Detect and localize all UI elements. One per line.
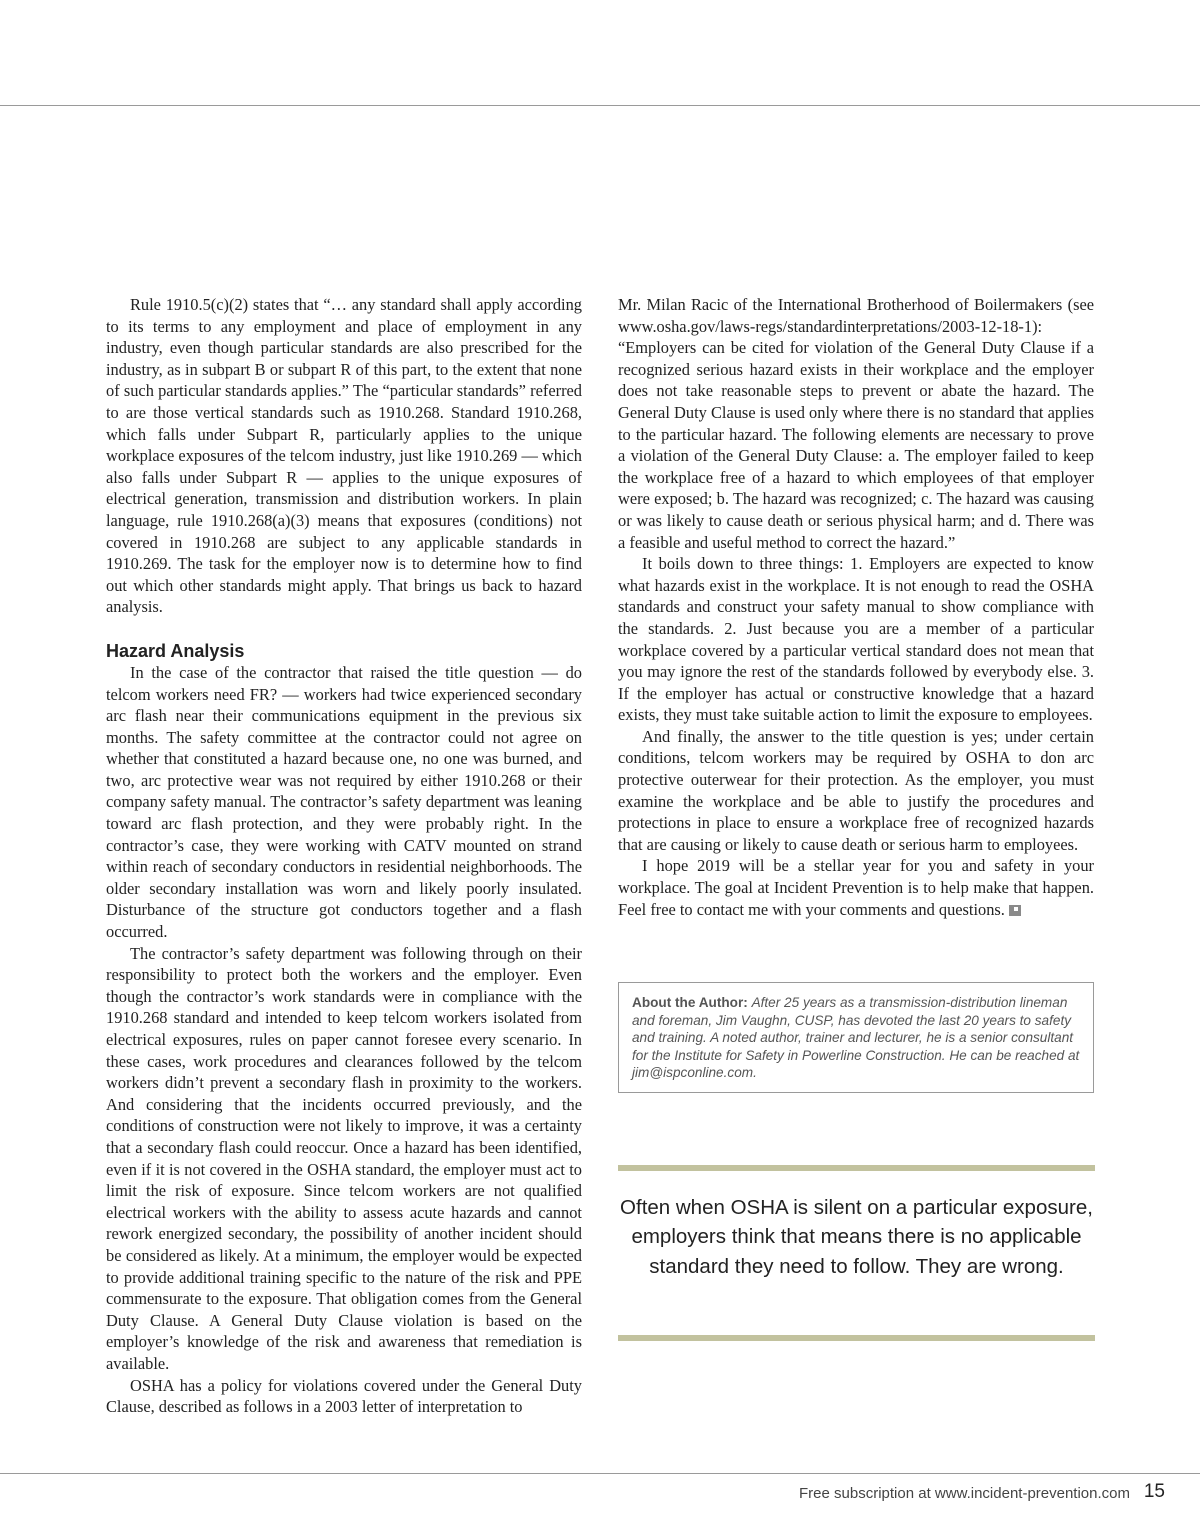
pull-quote-bottom-rule	[618, 1335, 1095, 1341]
author-bio-box	[618, 982, 1094, 1093]
footer-divider	[0, 1473, 1200, 1474]
article-paragraph: The contractor’s safety department was following through on their responsibility to protect both the workers and the employer. Even though the contractor’s work standards were in compliance with the 1910.268 standard and intended to keep telcom workers isolated from electrical exposures, rules on paper cannot foresee every scenario. In these cases, work procedures and clearances followed by the telcom workers didn’t prevent a secondary flash in proximity to the workers. And considering that the incidents occurred previously, and the conditions of construction were not likely to improve, it was a certainty that a secondary flash could reoccur. Once a hazard has been identified, even if it is not covered in the OSHA standard, the employer must act to limit the risk of exposure. Since telcom workers are not qualified electrical workers with the ability to assess acute hazards and cannot rework energized secondary, the possibility of another incident should be considered as likely. At a minimum, the employer would be expected to provide additional training specific to the nature of the risk and PPE commensurate to the exposure. That obligation comes from the General Duty Clause. A General Duty Clause violation is based on the employer’s knowledge of the risk and awareness that remediation is available.	[106, 943, 582, 1373]
article-closing-text: I hope 2019 will be a stellar year for you and safety in your workplace. The goal at Incident Prevention is to help make that happen. Feel free to contact me with your comments and questions.	[618, 856, 1094, 919]
article-paragraph: Mr. Milan Racic of the International Brotherhood of Boilermakers (see www.osha.gov/laws-regs/standardinterpretations/2003-12-18-1): “Employers can be cited for violation of the General Duty Clause if a recognized serious hazard exists in their workplace and the employer does not take reasonable steps to prevent or abate the hazard. The General Duty Clause is used only where there is no standard that applies to the particular hazard. The following elements are necessary to prove a violation of the General Duty Clause: a. The employer failed to keep the workplace free of a hazard to which employees of that employer were exposed; b. The hazard was recognized; c. The hazard was causing or was likely to cause death or serious physical harm; and d. There was a feasible and useful method to correct the hazard.”	[618, 295, 1094, 552]
author-bio-text: After 25 years as a transmission-distribution lineman and foreman, Jim Vaughn, CUSP, has devoted the last 20 years to safety and training. A noted author, trainer and lecturer, he is a senior consultant for the Institute for Safety in Powerline Construction. He can be reached at jim@ispconline.com.	[632, 995, 1080, 1081]
article-column-left	[106, 294, 582, 1418]
pull-quote-top-rule	[618, 1165, 1095, 1171]
ip-logo-icon	[1009, 905, 1021, 916]
pull-quote: Often when OSHA is silent on a particular exposure, employers think that means there is no applicable standard they need to follow. They are wrong.	[620, 1196, 1093, 1278]
footer-subscription-link[interactable]: Free subscription at www.incident-prevention.com	[799, 1485, 1130, 1502]
article-paragraph: In the case of the contractor that raised the title question — do telcom workers need FR? — workers had twice experienced secondary arc flash near their communications equipment in the previous six months. The safety committee at the contractor could not agree on whether that constituted a hazard because one, no one was burned, and two, arc protective wear was not required by either 1910.268 or their company safety manual. The contractor’s safety department was leaning toward arc flash protection, and they were probably right. In the contractor’s case, they were working with CATV mounted on strand within reach of secondary conductors in residential neighborhoods. The older secondary installation was worn and likely poorly insulated. Disturbance of the structure got conductors together and a flash occurred.	[106, 662, 582, 942]
article-column-right	[618, 294, 1094, 920]
article-paragraph-final	[618, 855, 1094, 920]
header-divider	[0, 105, 1200, 106]
section-heading: Hazard Analysis	[106, 640, 245, 661]
article-paragraph: It boils down to three things: 1. Employers are expected to know what hazards exist in the workplace. It is not enough to read the OSHA standards and construct your safety manual to show compliance with the standards. 2. Just because you are a member of a particular workplace covered by a particular vertical standard does not mean that you may ignore the rest of the standards followed by everybody else. 3. If the employer has actual or constructive knowledge that a hazard exists, they must take suitable action to limit the exposure to employees.	[618, 554, 1094, 725]
author-bio-label: About the Author:	[632, 995, 748, 1010]
article-paragraph: And finally, the answer to the title question is yes; under certain conditions, telcom workers may be required by OSHA to don arc protective outerwear for their protection. As the employer, you must examine the workplace and be able to justify the procedures and protections in place to ensure a workplace free of recognized hazards that are causing or likely to cause death or serious harm to employees.	[618, 726, 1094, 854]
article-paragraph: Rule 1910.5(c)(2) states that “… any standard shall apply according to its terms to any employment and place of employment in any industry, even though particular standards are also prescribed for the industry, as in subpart B or subpart R of this part, to the extent that none of such particular standards applies.” The “particular standards” referred to are those vertical standards such as 1910.268. Standard 1910.268, which falls under Subpart R, particularly applies to the unique workplace exposures of the telcom industry, just like 1910.269 — which also falls under Subpart R — applies to the unique exposures of electrical generation, transmission and distribution workers. In plain language, rule 1910.268(a)(3) means that exposures (conditions) not covered in 1910.268 are subject to any applicable standards in 1910.269. The task for the employer now is to determine how to find out which other standards might apply. That brings us back to hazard analysis.	[106, 295, 582, 617]
page-number: 15	[1143, 1481, 1165, 1502]
article-paragraph: OSHA has a policy for violations covered under the General Duty Clause, described as follows in a 2003 letter of interpretation to	[106, 1375, 582, 1417]
